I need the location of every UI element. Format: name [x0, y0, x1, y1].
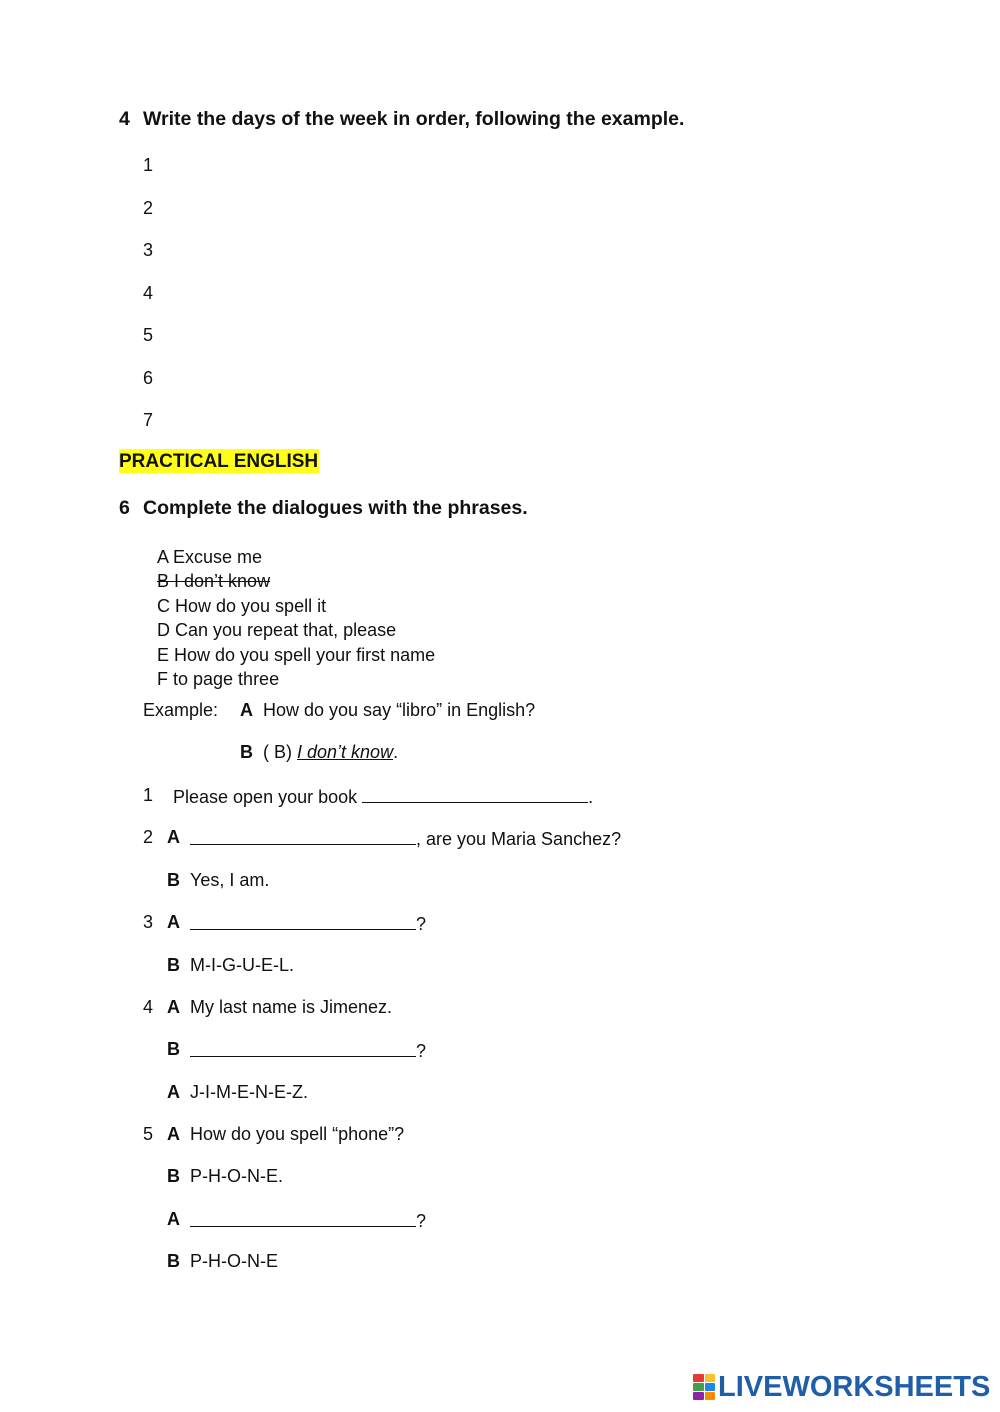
d4-b-label: B	[167, 1039, 180, 1059]
d3-a-line	[190, 913, 426, 933]
d5-b-text: P-H-O-N-E.	[190, 1166, 283, 1186]
d4-a2-label: A	[167, 1082, 180, 1102]
example-b-line	[263, 743, 398, 761]
phrase-f: F to page three	[157, 669, 280, 689]
d1-blank[interactable]	[362, 786, 588, 803]
d5-a-label: A	[167, 1124, 180, 1144]
d5-a-text: How do you spell “phone”?	[190, 1124, 405, 1144]
q4-number: 4	[119, 108, 130, 130]
d2-b-text: Yes, I am.	[190, 870, 270, 890]
example-b-prefix: ( B)	[263, 742, 292, 762]
d3-blank[interactable]	[190, 913, 416, 930]
section-title: PRACTICAL ENGLISH	[119, 451, 319, 472]
d5-blank[interactable]	[190, 1210, 416, 1227]
d2-b-label: B	[167, 870, 180, 890]
d2-blank[interactable]	[190, 828, 416, 845]
phrase-a: A Excuse me	[157, 547, 263, 567]
phrase-d: D Can you repeat that, please	[157, 620, 397, 640]
d5-a2-end: ?	[416, 1211, 427, 1231]
d3-number: 3	[143, 912, 154, 932]
d5-a2-line	[190, 1210, 426, 1230]
q4-title: Write the days of the week in order, following the example.	[143, 108, 685, 130]
q4-item-3: 3	[143, 240, 154, 260]
d1-text: Please open your book	[173, 787, 358, 807]
d5-number: 5	[143, 1124, 154, 1144]
d4-blank[interactable]	[190, 1040, 416, 1057]
q4-item-7: 7	[143, 410, 154, 430]
d5-b2-text: P-H-O-N-E	[190, 1251, 278, 1271]
logo-text: LIVEWORKSHEETS	[718, 1370, 991, 1403]
liveworksheets-logo[interactable]	[693, 1372, 990, 1402]
d2-a-end: , are you Maria Sanchez?	[416, 829, 622, 849]
d5-b2-label: B	[167, 1251, 180, 1271]
phrase-c: C How do you spell it	[157, 596, 327, 616]
d1-line	[173, 786, 593, 806]
q4-item-1: 1	[143, 155, 154, 175]
q6-number: 6	[119, 497, 130, 519]
d2-number: 2	[143, 827, 154, 847]
d5-b-label: B	[167, 1166, 180, 1186]
example-a-label: A	[240, 700, 253, 720]
liveworksheets-logo-icon	[693, 1374, 715, 1400]
example-label: Example:	[143, 700, 219, 720]
q6-heading	[119, 499, 528, 519]
phrase-e: E How do you spell your first name	[157, 645, 436, 665]
d1-number: 1	[143, 785, 154, 805]
example-b-suffix: .	[393, 742, 399, 762]
example-b-label: B	[240, 742, 253, 762]
d1-end: .	[588, 787, 594, 807]
phrase-b: B I don’t know	[157, 571, 271, 591]
d4-a2-text: J-I-M-E-N-E-Z.	[190, 1082, 308, 1102]
q4-item-4: 4	[143, 283, 154, 303]
q4-heading	[119, 110, 684, 130]
example-a-text: How do you say “libro” in English?	[263, 700, 536, 720]
q6-title: Complete the dialogues with the phrases.	[143, 497, 528, 519]
q4-item-5: 5	[143, 325, 154, 345]
d4-a-text: My last name is Jimenez.	[190, 997, 393, 1017]
d4-b-line	[190, 1040, 426, 1060]
d3-a-label: A	[167, 912, 180, 932]
d3-b-text: M-I-G-U-E-L.	[190, 955, 294, 975]
d2-a-label: A	[167, 827, 180, 847]
d3-a-end: ?	[416, 914, 427, 934]
d3-b-label: B	[167, 955, 180, 975]
d4-b-end: ?	[416, 1041, 427, 1061]
example-b-answer: I don’t know	[297, 742, 394, 762]
d4-a-label: A	[167, 997, 180, 1017]
q4-item-2: 2	[143, 198, 154, 218]
d4-number: 4	[143, 997, 154, 1017]
d2-a-line	[190, 828, 621, 848]
q4-item-6: 6	[143, 368, 154, 388]
section-title-wrap	[119, 452, 319, 471]
d5-a2-label: A	[167, 1209, 180, 1229]
